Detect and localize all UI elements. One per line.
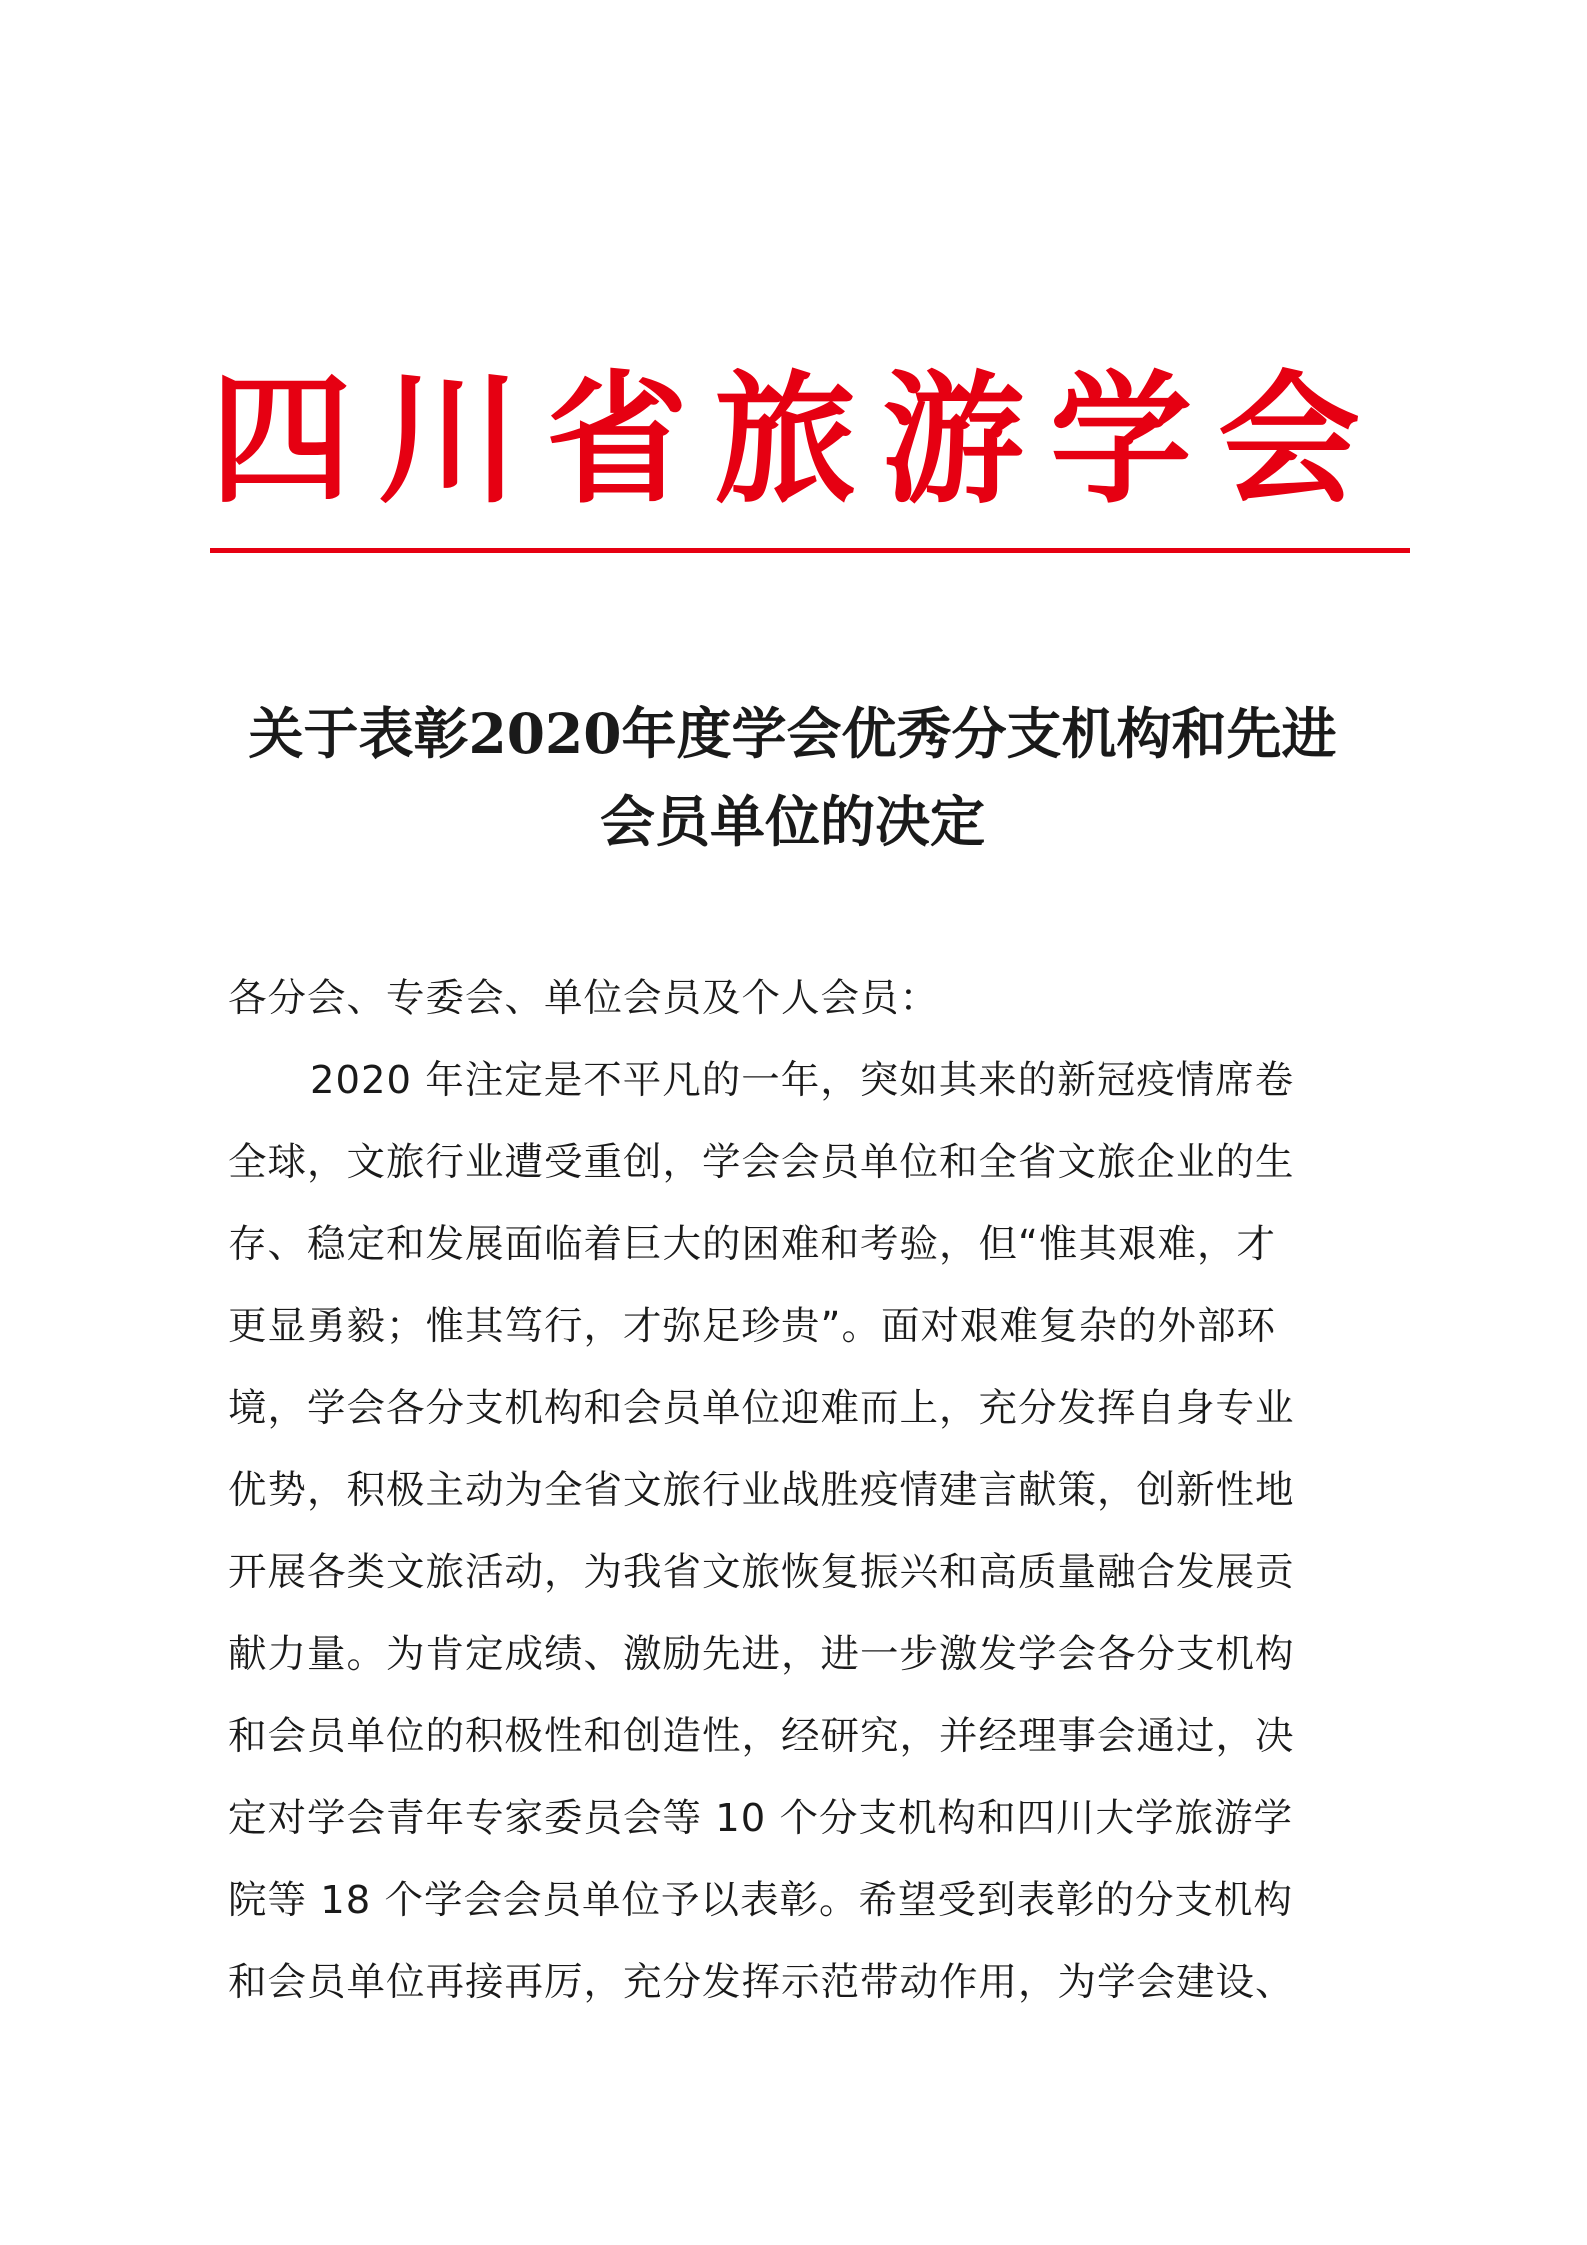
body-line: 和会员单位的积极性和创造性，经研究，并经理事会通过，决 bbox=[228, 1714, 1295, 1759]
document-title-line-2: 会员单位的决定 bbox=[599, 789, 985, 854]
body-line: 全球，文旅行业遭受重创，学会会员单位和全省文旅企业的生 bbox=[228, 1140, 1295, 1185]
body-line: 和会员单位再接再厉，充分发挥示范带动作用，为学会建设、 bbox=[228, 1960, 1295, 2005]
masthead-char: 学 bbox=[1050, 357, 1192, 523]
masthead-char: 四 bbox=[210, 357, 352, 523]
masthead-char: 川 bbox=[378, 357, 520, 523]
body-line: 2020 年注定是不平凡的一年，突如其来的新冠疫情席卷 bbox=[310, 1058, 1295, 1103]
body-line: 存、稳定和发展面临着巨大的困难和考验，但“惟其艰难，才 bbox=[228, 1222, 1276, 1267]
document-title-line-1: 关于表彰2020年度学会优秀分支机构和先进 bbox=[248, 701, 1337, 766]
body-line: 献力量。为肯定成绩、激励先进，进一步激发学会各分支机构 bbox=[228, 1632, 1295, 1677]
masthead-char: 游 bbox=[882, 357, 1024, 523]
masthead-org-name bbox=[210, 357, 1360, 523]
body-line: 优势，积极主动为全省文旅行业战胜疫情建言献策，创新性地 bbox=[228, 1468, 1295, 1513]
salutation: 各分会、专委会、单位会员及个人会员： bbox=[228, 976, 940, 1021]
body-line: 境，学会各分支机构和会员单位迎难而上，充分发挥自身专业 bbox=[228, 1386, 1295, 1431]
masthead-char: 旅 bbox=[714, 357, 856, 523]
document-title bbox=[210, 690, 1375, 866]
masthead-divider bbox=[210, 548, 1410, 553]
body-line: 更显勇毅；惟其笃行，才弥足珍贵”。面对艰难复杂的外部环 bbox=[228, 1304, 1276, 1349]
body-line: 定对学会青年专家委员会等 10 个分支机构和四川大学旅游学 bbox=[228, 1796, 1293, 1841]
masthead-char: 会 bbox=[1218, 357, 1360, 523]
body-line: 院等 18 个学会会员单位予以表彰。希望受到表彰的分支机构 bbox=[228, 1878, 1293, 1923]
masthead-char: 省 bbox=[546, 357, 688, 523]
body-line: 开展各类文旅活动，为我省文旅恢复振兴和高质量融合发展贡 bbox=[228, 1550, 1295, 1595]
